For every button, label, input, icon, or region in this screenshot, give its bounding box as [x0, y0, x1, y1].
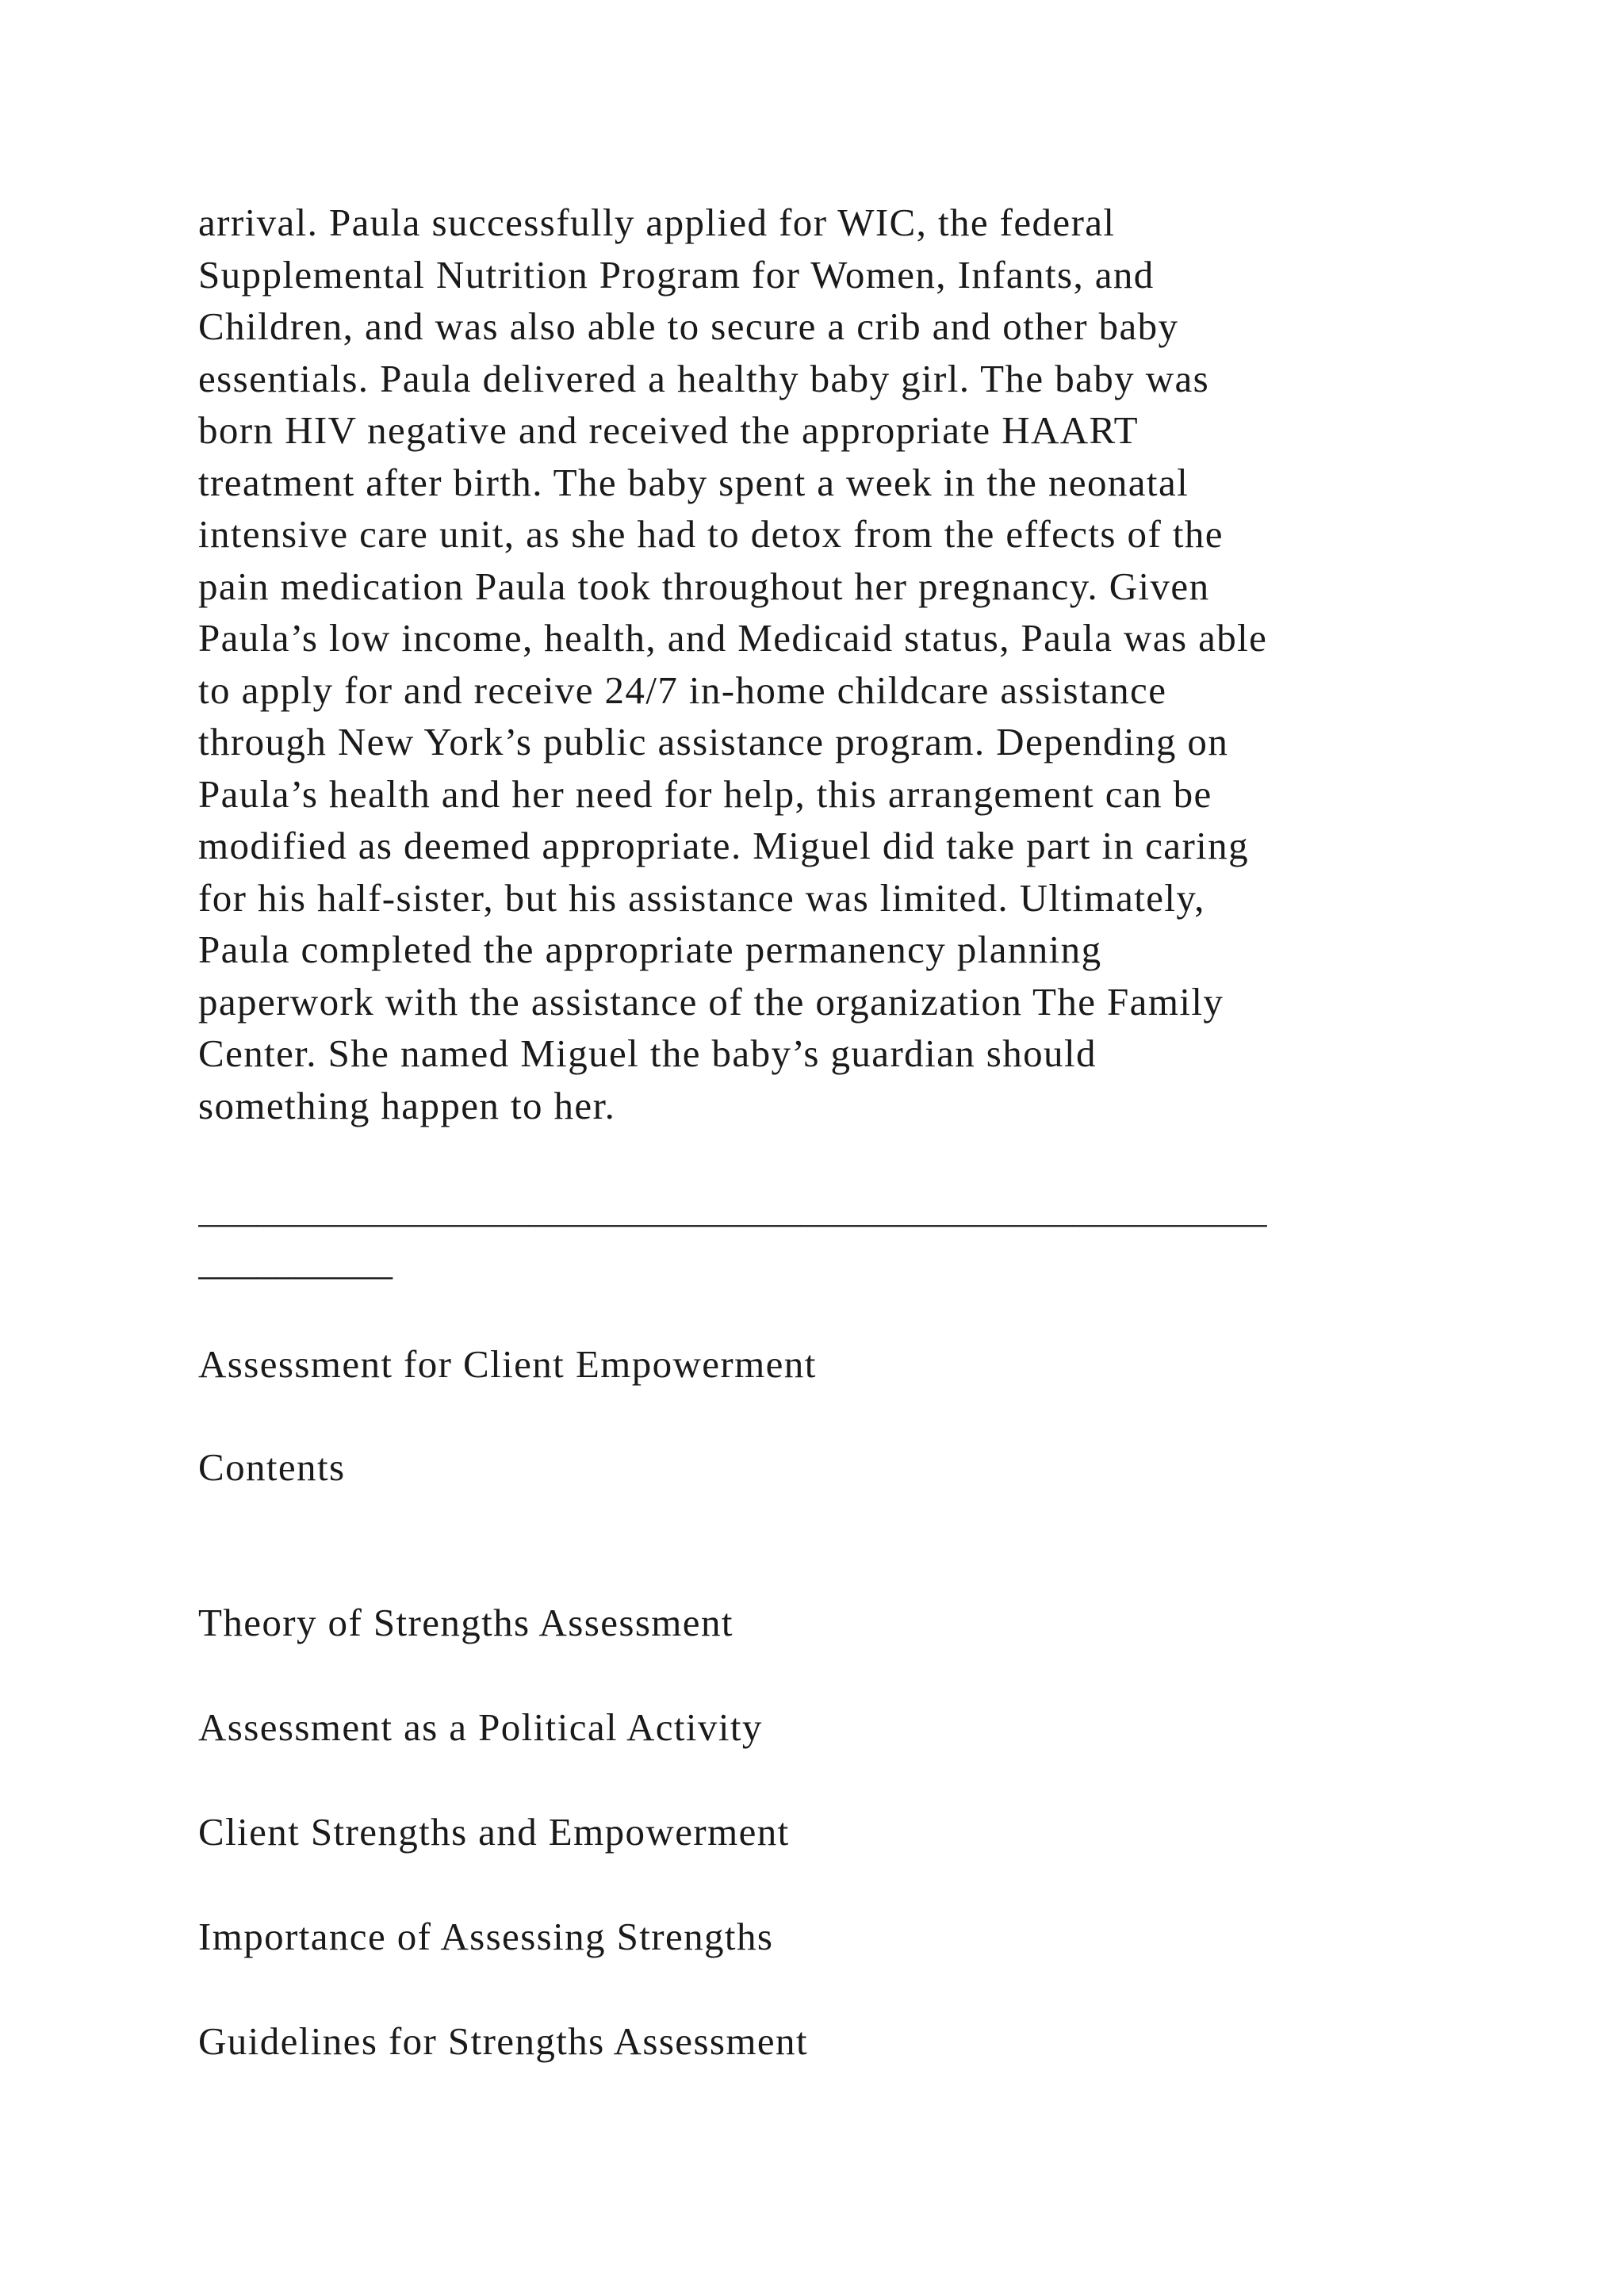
paragraph-line: Center. She named Miguel the baby’s guardian should [198, 1031, 1097, 1075]
paragraph-line: intensive care unit, as she had to detox from the effects of the [198, 512, 1224, 556]
paragraph-line: arrival. Paula successfully applied for WIC, the federal [198, 201, 1116, 244]
paragraph-line: for his half-sister, but his assistance was limited. Ultimately, [198, 875, 1205, 920]
paragraph-line: Paula’s health and her need for help, this arrangement can be [198, 771, 1212, 816]
divider-line: _______________________________________________________ [198, 1187, 1267, 1230]
paragraph-line: Supplemental Nutrition Program for Women, Infants, and [198, 252, 1155, 297]
toc-item: Assessment as a Political Activity [198, 1705, 763, 1749]
toc-item: Client Strengths and Empowerment [198, 1810, 790, 1854]
paragraph-line: essentials. Paula delivered a healthy baby girl. The baby was [198, 356, 1210, 400]
paragraph-line: something happen to her. [198, 1083, 616, 1127]
paragraph-line: Paula’s low income, health, and Medicaid status, Paula was able [198, 616, 1268, 660]
toc-item: Importance of Assessing Strengths [198, 1915, 774, 1958]
paragraph-line: Paula completed the appropriate permanency planning [198, 928, 1102, 971]
table-of-contents [198, 1597, 1435, 2068]
section-divider-rule [198, 1183, 1435, 1288]
paragraph-line: to apply for and receive 24/7 in-home childcare assistance [198, 668, 1167, 712]
section-title: Assessment for Client Empowerment [198, 1342, 817, 1386]
toc-item: Guidelines for Strengths Assessment [198, 2019, 808, 2063]
toc-item: Theory of Strengths Assessment [198, 1601, 733, 1644]
divider-line: __________ [198, 1239, 393, 1283]
paragraph-line: born HIV negative and received the appropriate HAART [198, 408, 1139, 452]
paragraph-line: modified as deemed appropriate. Miguel did take part in caring [198, 824, 1249, 867]
page-content [198, 197, 1435, 2120]
paragraph-line: through New York’s public assistance program. Depending on [198, 720, 1229, 763]
case-narrative-paragraph [198, 197, 1435, 1131]
contents-label: Contents [198, 1445, 346, 1489]
paragraph-line: pain medication Paula took throughout her pregnancy. Given [198, 564, 1210, 608]
paragraph-line: Children, and was also able to secure a crib and other baby [198, 304, 1179, 348]
paragraph-line: treatment after birth. The baby spent a week in the neonatal [198, 460, 1189, 504]
paragraph-line: paperwork with the assistance of the organization The Family [198, 979, 1224, 1024]
